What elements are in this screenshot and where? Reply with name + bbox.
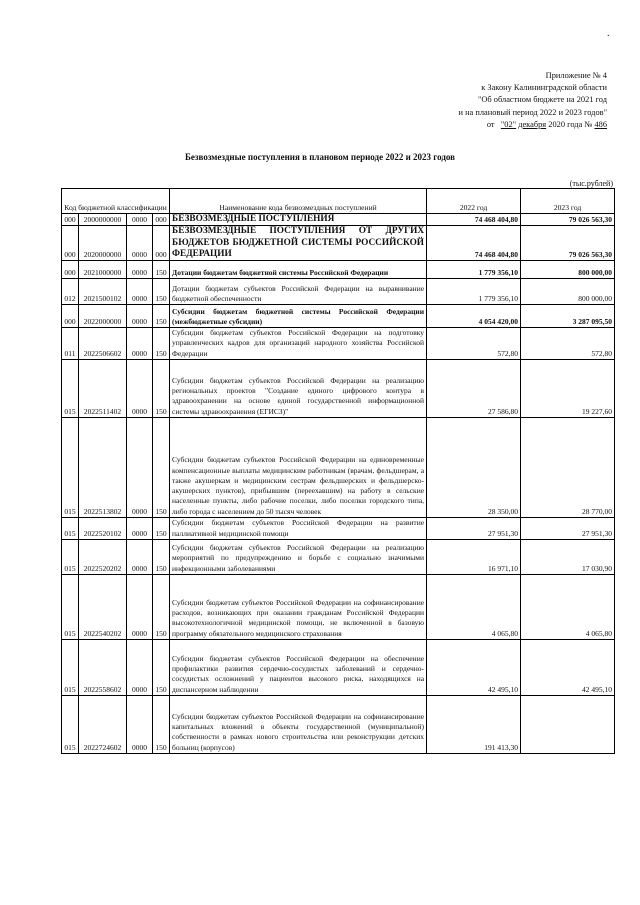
code-admin: 015 — [62, 518, 79, 540]
page-title: Безвозмездные поступления в плановом периоде 2022 и 2023 годов — [184, 152, 456, 162]
code-program: 0000 — [127, 226, 153, 261]
table-row — [62, 418, 615, 518]
row-name: Субсидии бюджетам субъектов Российской Федерации на софинансирование расходов, возникающих при оказании гражданам Российской Федерации высокотехнологичной медицинской помощи, не включенной в базовую программу обязательного медицинского страхования — [170, 575, 427, 640]
appendix-law-period: и на плановый период 2022 и 2023 годов" — [458, 107, 607, 117]
row-name: Дотации бюджетам бюджетной системы Российской Федерации — [170, 261, 427, 279]
table-row — [62, 640, 615, 696]
value-2022: 74 468 404,80 — [427, 226, 521, 261]
table-row — [62, 360, 615, 418]
table-row — [62, 279, 615, 305]
code-admin: 015 — [62, 696, 79, 754]
code-program: 0000 — [127, 640, 153, 696]
value-2023: 800 000,00 — [521, 279, 615, 305]
table-row — [62, 518, 615, 540]
code-program: 0000 — [127, 279, 153, 305]
code-main: 2022520202 — [79, 540, 127, 575]
row-name: Субсидии бюджетам субъектов Российской Федерации на реализацию мероприятий по предупреждению и борьбе с социально значимыми инфекционными заболеваниями — [170, 540, 427, 575]
code-admin: 012 — [62, 279, 79, 305]
value-2022: 16 971,10 — [427, 540, 521, 575]
code-admin: 000 — [62, 226, 79, 261]
code-main: 2021500102 — [79, 279, 127, 305]
code-main: 2022000000 — [79, 305, 127, 328]
table-row — [62, 575, 615, 640]
code-main: 2021000000 — [79, 261, 127, 279]
code-program: 0000 — [127, 518, 153, 540]
code-economic: 150 — [153, 279, 170, 305]
code-economic: 150 — [153, 418, 170, 518]
code-economic: 150 — [153, 696, 170, 754]
table-row — [62, 305, 615, 328]
code-economic: 150 — [153, 575, 170, 640]
code-program: 0000 — [127, 696, 153, 754]
code-main: 2022520102 — [79, 518, 127, 540]
code-admin: 011 — [62, 328, 79, 360]
row-name: Субсидии бюджетам субъектов Российской Федерации на развитие паллиативной медицинской помощи — [170, 518, 427, 540]
code-economic: 150 — [153, 305, 170, 328]
value-2023: 27 951,30 — [521, 518, 615, 540]
appendix-law: к Закону Калининградской области — [481, 83, 607, 93]
code-main: 2022558602 — [79, 640, 127, 696]
value-2023: 17 030,90 — [521, 540, 615, 575]
code-main: 2020000000 — [79, 226, 127, 261]
code-economic: 150 — [153, 261, 170, 279]
row-name: Субсидии бюджетам субъектов Российской Федерации на реализацию региональных проектов "Создание единого цифрового контура в здравоохранении на основе единой государственной информационной системы здравоохранения (ЕГИСЗ)" — [170, 360, 427, 418]
date-year: 2020 года № — [548, 119, 593, 129]
code-program: 0000 — [127, 214, 153, 226]
code-program: 0000 — [127, 540, 153, 575]
row-name: Субсидии бюджетам субъектов Российской Федерации на обеспечение профилактики развития сердечно-сосудистых заболеваний и сердечно-сосудистых осложнений у пациентов высокого риска, находящихся на диспансерном наблюдении — [170, 640, 427, 696]
table-header-row — [62, 189, 615, 214]
table-row — [62, 328, 615, 360]
row-name: Субсидии бюджетам бюджетной системы Российской Федерации (межбюджетные субсидии) — [170, 305, 427, 328]
row-name: Дотации бюджетам субъектов Российской Федерации на выравнивание бюджетной обеспеченности — [170, 279, 427, 305]
value-2022: 572,80 — [427, 328, 521, 360]
code-economic: 150 — [153, 640, 170, 696]
value-2022: 27 586,80 — [427, 360, 521, 418]
value-2022: 27 951,30 — [427, 518, 521, 540]
row-name: БЕЗВОЗМЕЗДНЫЕ ПОСТУПЛЕНИЯ ОТ ДРУГИХ БЮДЖЕТОВ БЮДЖЕТНОЙ СИСТЕМЫ РОССИЙСКОЙ ФЕДЕРАЦИИ — [170, 226, 427, 261]
value-2022: 28 350,00 — [427, 418, 521, 518]
value-2023: 3 287 095,50 — [521, 305, 615, 328]
code-admin: 000 — [62, 305, 79, 328]
value-2023: 79 026 563,30 — [521, 214, 615, 226]
value-2022: 74 468 404,80 — [427, 214, 521, 226]
code-main: 2000000000 — [79, 214, 127, 226]
row-name: Субсидии бюджетам субъектов Российской Федерации на софинансирование капитальных вложений в объекты государственной (муниципальной) собственности в рамках нового строительства или реконструкции детских больниц (корпусов) — [170, 696, 427, 754]
value-2023: 79 026 563,30 — [521, 226, 615, 261]
code-admin: 000 — [62, 261, 79, 279]
value-2023: 572,80 — [521, 328, 615, 360]
value-2023: 42 495,10 — [521, 640, 615, 696]
code-program: 0000 — [127, 305, 153, 328]
code-main: 2022724602 — [79, 696, 127, 754]
table-row — [62, 696, 615, 754]
law-number: 486 — [594, 119, 607, 129]
code-main: 2022511402 — [79, 360, 127, 418]
column-header-2023: 2023 год — [521, 189, 615, 214]
value-2022: 4 065,80 — [427, 575, 521, 640]
value-2023 — [521, 696, 615, 754]
corner-mark: . — [607, 28, 610, 39]
appendix-law-title: "Об областном бюджете на 2021 год — [477, 95, 607, 105]
code-admin: 015 — [62, 418, 79, 518]
code-program: 0000 — [127, 328, 153, 360]
revenue-table — [61, 188, 615, 754]
column-header-name: Наименование кода безвозмездных поступлений — [170, 189, 427, 214]
table-row — [62, 261, 615, 279]
table-row — [62, 540, 615, 575]
code-main: 2022506602 — [79, 328, 127, 360]
code-program: 0000 — [127, 360, 153, 418]
table-body — [62, 214, 615, 754]
table-row — [62, 214, 615, 226]
value-2023: 4 065,80 — [521, 575, 615, 640]
column-header-2022: 2022 год — [427, 189, 521, 214]
value-2022: 42 495,10 — [427, 640, 521, 696]
code-economic: 150 — [153, 518, 170, 540]
date-month: декабря — [518, 119, 547, 129]
table-row — [62, 226, 615, 261]
code-program: 0000 — [127, 261, 153, 279]
code-program: 0000 — [127, 575, 153, 640]
code-program: 0000 — [127, 418, 153, 518]
code-economic: 000 — [153, 214, 170, 226]
appendix-law-date — [459, 119, 608, 131]
value-2023: 28 770,00 — [521, 418, 615, 518]
code-admin: 015 — [62, 540, 79, 575]
value-2022: 1 779 356,10 — [427, 261, 521, 279]
code-admin: 015 — [62, 575, 79, 640]
code-economic: 000 — [153, 226, 170, 261]
code-admin: 015 — [62, 360, 79, 418]
date-prefix: от — [486, 119, 495, 129]
value-2022: 1 779 356,10 — [427, 279, 521, 305]
row-name: Субсидии бюджетам субъектов Российской Федерации на подготовку управленческих кадров для организаций народного хозяйства Российской Федерации — [170, 328, 427, 360]
appendix-number: Приложение № 4 — [545, 71, 607, 80]
column-header-code: Код бюджетной классификации — [62, 189, 170, 214]
code-main: 2022540202 — [79, 575, 127, 640]
code-admin: 015 — [62, 640, 79, 696]
code-economic: 150 — [153, 540, 170, 575]
code-economic: 150 — [153, 360, 170, 418]
row-name: БЕЗВОЗМЕЗДНЫЕ ПОСТУПЛЕНИЯ — [170, 214, 427, 226]
value-2023: 19 227,60 — [521, 360, 615, 418]
value-2022: 191 413,30 — [427, 696, 521, 754]
date-day: "02" — [500, 119, 517, 129]
code-admin: 000 — [62, 214, 79, 226]
code-economic: 150 — [153, 328, 170, 360]
value-2023: 800 000,00 — [521, 261, 615, 279]
appendix-header — [459, 70, 608, 131]
code-main: 2022513802 — [79, 418, 127, 518]
value-2022: 4 054 420,00 — [427, 305, 521, 328]
row-name: Субсидии бюджетам субъектов Российской Федерации на единовременные компенсационные выплаты медицинским работникам (врачам, фельдшерам, а также акушеркам и медицинским сестрам фельдшерских и фельдшерско-акушерских пунктов), прибывшим (переехавшим) на работу в сельские населенные пункты, либо рабочие поселки, либо поселки городского типа, либо города с населением до 50 тысяч человек — [170, 418, 427, 518]
unit-label: (тыс.рублей) — [569, 179, 613, 188]
